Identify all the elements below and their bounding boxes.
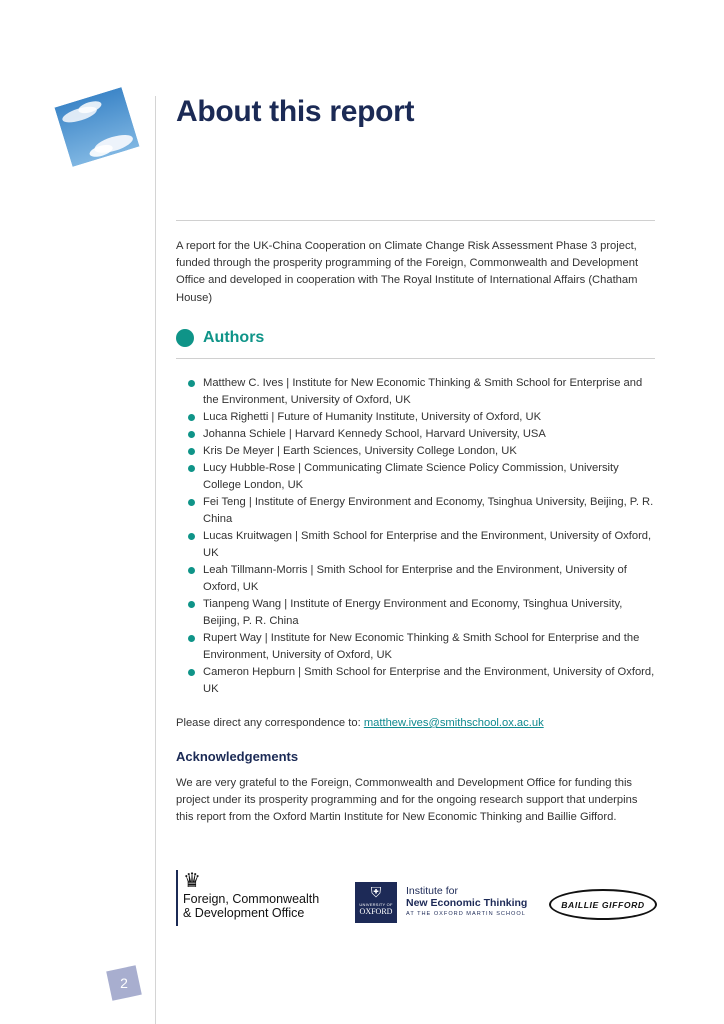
author-item: Lucas Kruitwagen | Smith School for Enterprise and the Environment, University of Oxford, UK — [188, 528, 658, 562]
correspondence-label: Please direct any correspondence to: — [176, 717, 364, 729]
oxford-crest-icon: ⛨ — [370, 884, 382, 900]
author-item: Matthew C. Ives | Institute for New Economic Thinking & Smith School for Enterprise and the Environment, University of Oxford, UK — [188, 375, 658, 409]
correspondence-email-link[interactable]: matthew.ives@smithschool.ox.ac.uk — [363, 717, 544, 729]
baillie-gifford-text: BAILLIE GIFFORD — [561, 899, 645, 910]
inet-logo-line1: Institute for — [406, 885, 458, 897]
oxford-logo — [355, 882, 397, 923]
royal-crest-icon: ♛ — [183, 870, 201, 892]
fcdo-logo — [176, 870, 341, 926]
sky-photo — [54, 87, 139, 167]
author-item: Rupert Way | Institute for New Economic Thinking & Smith School for Enterprise and the Environment, University of Oxford, UK — [188, 630, 658, 664]
author-item: Lucy Hubble-Rose | Communicating Climate Science Policy Commission, University College London, UK — [188, 460, 658, 494]
correspondence-line — [176, 715, 656, 732]
author-item: Kris De Meyer | Earth Sciences, University College London, UK — [188, 443, 658, 460]
inet-logo-line3: AT THE OXFORD MARTIN SCHOOL — [406, 911, 526, 917]
vertical-divider — [155, 96, 156, 1024]
author-item: Cameron Hepburn | Smith School for Enterprise and the Environment, University of Oxford, UK — [188, 664, 658, 698]
page-title: About this report — [176, 95, 415, 128]
inet-logo-line2: New Economic Thinking — [406, 897, 528, 909]
section-dot-icon — [176, 329, 194, 347]
authors-heading — [176, 329, 264, 347]
acknowledgements-heading: Acknowledgements — [176, 749, 299, 764]
acknowledgements-text: We are very grateful to the Foreign, Commonwealth and Development Office for funding this project under its prosperity programming and for the ongoing research support that underpins this report from the Oxford Martin Institute for New Economic Thinking and Baillie Gifford. — [176, 777, 638, 824]
authors-heading-text: Authors — [203, 329, 265, 346]
author-item: Tianpeng Wang | Institute of Energy Environment and Economy, Tsinghua University, Beijing, P. R. China — [188, 596, 658, 630]
title-divider — [176, 220, 655, 221]
inet-logo — [406, 885, 541, 919]
authors-divider — [176, 358, 655, 359]
fcdo-logo-line2: & Development Office — [183, 906, 305, 920]
oxford-logo-small: UNIVERSITY OF — [359, 902, 393, 907]
author-item: Luca Righetti | Future of Humanity Institute, University of Oxford, UK — [188, 409, 658, 426]
oxford-logo-name: OXFORD — [359, 907, 393, 916]
baillie-gifford-logo — [549, 889, 657, 920]
author-list — [188, 375, 658, 698]
fcdo-logo-line1: Foreign, Commonwealth — [183, 892, 320, 906]
page-number-badge — [106, 965, 142, 1001]
page-number: 2 — [120, 975, 128, 991]
author-item: Fei Teng | Institute of Energy Environment and Economy, Tsinghua University, Beijing, P. R. China — [188, 494, 658, 528]
intro-paragraph: A report for the UK-China Cooperation on Climate Change Risk Assessment Phase 3 project, funded through the prosperity programming of the Foreign, Commonwealth and Development Office and developed in cooperation with The Royal Institute of International Affairs (Chatham House) — [176, 240, 639, 304]
author-item: Johanna Schiele | Harvard Kennedy School, Harvard University, USA — [188, 426, 658, 443]
author-item: Leah Tillmann-Morris | Smith School for Enterprise and the Environment, University of Oxford, UK — [188, 562, 658, 596]
